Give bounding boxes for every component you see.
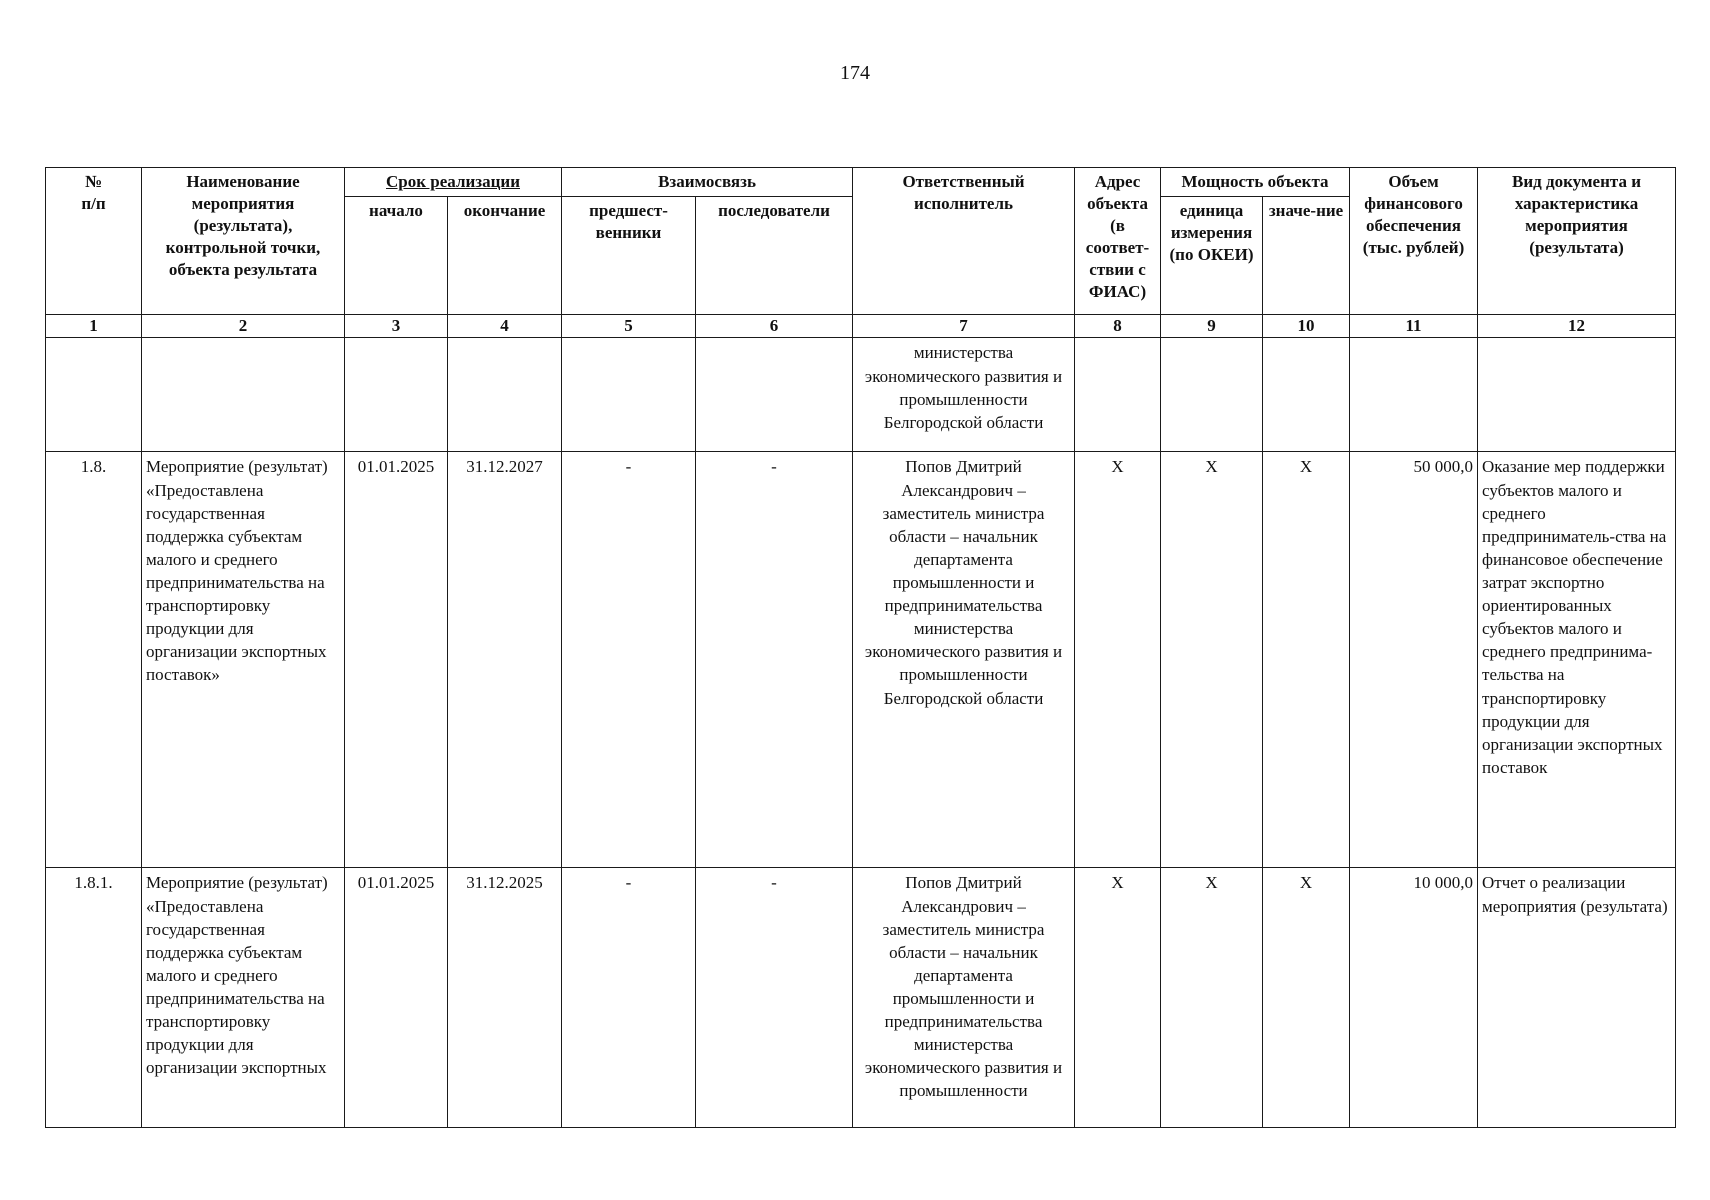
cell-address — [1075, 338, 1161, 452]
cell-start — [345, 338, 448, 452]
cell-end: 31.12.2025 — [448, 868, 562, 1128]
column-number: 2 — [142, 315, 345, 338]
table-row — [46, 452, 1676, 868]
header-doc: Вид документа и характеристика мероприятия (результата) — [1478, 168, 1676, 315]
column-number: 7 — [853, 315, 1075, 338]
cell-start: 01.01.2025 — [345, 868, 448, 1128]
column-number: 10 — [1263, 315, 1350, 338]
page-number: 174 — [840, 62, 870, 84]
header-finance: Объем финансового обеспечения (тыс. рублей) — [1350, 168, 1478, 315]
column-number: 1 — [46, 315, 142, 338]
cell-next: - — [696, 868, 853, 1128]
cell-value: X — [1263, 452, 1350, 868]
cell-doc: Оказание мер поддержки субъектов малого и среднего предприниматель-ства на финансовое обеспечение затрат экспортно ориентированных субъектов малого и среднего предпринима-тельства на транспортировку продукции для организации экспортных поставок — [1478, 452, 1676, 868]
cell-finance — [1350, 338, 1478, 452]
cell-next — [696, 338, 853, 452]
cell-name — [142, 338, 345, 452]
column-numbers-row — [46, 315, 1676, 338]
cell-executor: Попов Дмитрий Александрович – заместитель министра области – начальник департамента промышленности и предпринимательства министерства экономического развития и промышленности Белгородской области — [853, 452, 1075, 868]
header-capacity: Мощность объекта — [1161, 168, 1350, 197]
header-period: Срок реализации — [345, 168, 562, 197]
cell-prev — [562, 338, 696, 452]
column-number: 11 — [1350, 315, 1478, 338]
header-period-end: окончание — [448, 197, 562, 315]
header-capacity-unit: единица измерения (по ОКЕИ) — [1161, 197, 1263, 315]
cell-prev: - — [562, 452, 696, 868]
column-number: 5 — [562, 315, 696, 338]
cell-finance: 50 000,0 — [1350, 452, 1478, 868]
cell-doc: Отчет о реализации мероприятия (результата) — [1478, 868, 1676, 1128]
cell-doc — [1478, 338, 1676, 452]
column-number: 12 — [1478, 315, 1676, 338]
header-address: Адрес объекта (в соответ-ствии с ФИАС) — [1075, 168, 1161, 315]
cell-num — [46, 338, 142, 452]
table-row — [46, 338, 1676, 452]
cell-end: 31.12.2027 — [448, 452, 562, 868]
column-number: 9 — [1161, 315, 1263, 338]
column-number: 3 — [345, 315, 448, 338]
header-capacity-value: значе-ние — [1263, 197, 1350, 315]
cell-address: X — [1075, 452, 1161, 868]
cell-executor — [853, 868, 1075, 1128]
table-row — [46, 868, 1676, 1128]
cell-finance: 10 000,0 — [1350, 868, 1478, 1128]
cell-unit: X — [1161, 452, 1263, 868]
header-executor: Ответственный исполнитель — [853, 168, 1075, 315]
header-num: № п/п — [46, 168, 142, 315]
cell-next: - — [696, 452, 853, 868]
cell-start: 01.01.2025 — [345, 452, 448, 868]
header-name: Наименование мероприятия (результата), контрольной точки, объекта результата — [142, 168, 345, 315]
cell-executor: министерства экономического развития и промышленности Белгородской области — [853, 338, 1075, 452]
cell-name-text: Мероприятие (результат) «Предоставлена государственная поддержка субъектам малого и среднего предпринимательства на транспортировку продукции для организации экспортных — [146, 873, 328, 1078]
header-link: Взаимосвязь — [562, 168, 853, 197]
cell-end — [448, 338, 562, 452]
cell-name — [142, 868, 345, 1128]
cell-unit: X — [1161, 868, 1263, 1128]
column-number: 8 — [1075, 315, 1161, 338]
table-header — [46, 168, 1676, 338]
cell-num: 1.8.1. — [46, 868, 142, 1128]
column-number: 6 — [696, 315, 853, 338]
header-link-prev: предшест-венники — [562, 197, 696, 315]
cell-num: 1.8. — [46, 452, 142, 868]
plan-table — [45, 167, 1676, 1128]
cell-name: Мероприятие (результат) «Предоставлена государственная поддержка субъектам малого и среднего предпринимательства на транспортировку продукции для организации экспортных поставок» — [142, 452, 345, 868]
cell-unit — [1161, 338, 1263, 452]
header-link-next: последователи — [696, 197, 853, 315]
cell-value — [1263, 338, 1350, 452]
cell-prev: - — [562, 868, 696, 1128]
column-number: 4 — [448, 315, 562, 338]
cell-executor-text: Попов Дмитрий Александрович – заместитель министра области – начальник департамента промышленности и предпринимательства министерства экономического развития и промышленности — [864, 873, 1063, 1101]
header-period-start: начало — [345, 197, 448, 315]
cell-address: X — [1075, 868, 1161, 1128]
cell-value: X — [1263, 868, 1350, 1128]
